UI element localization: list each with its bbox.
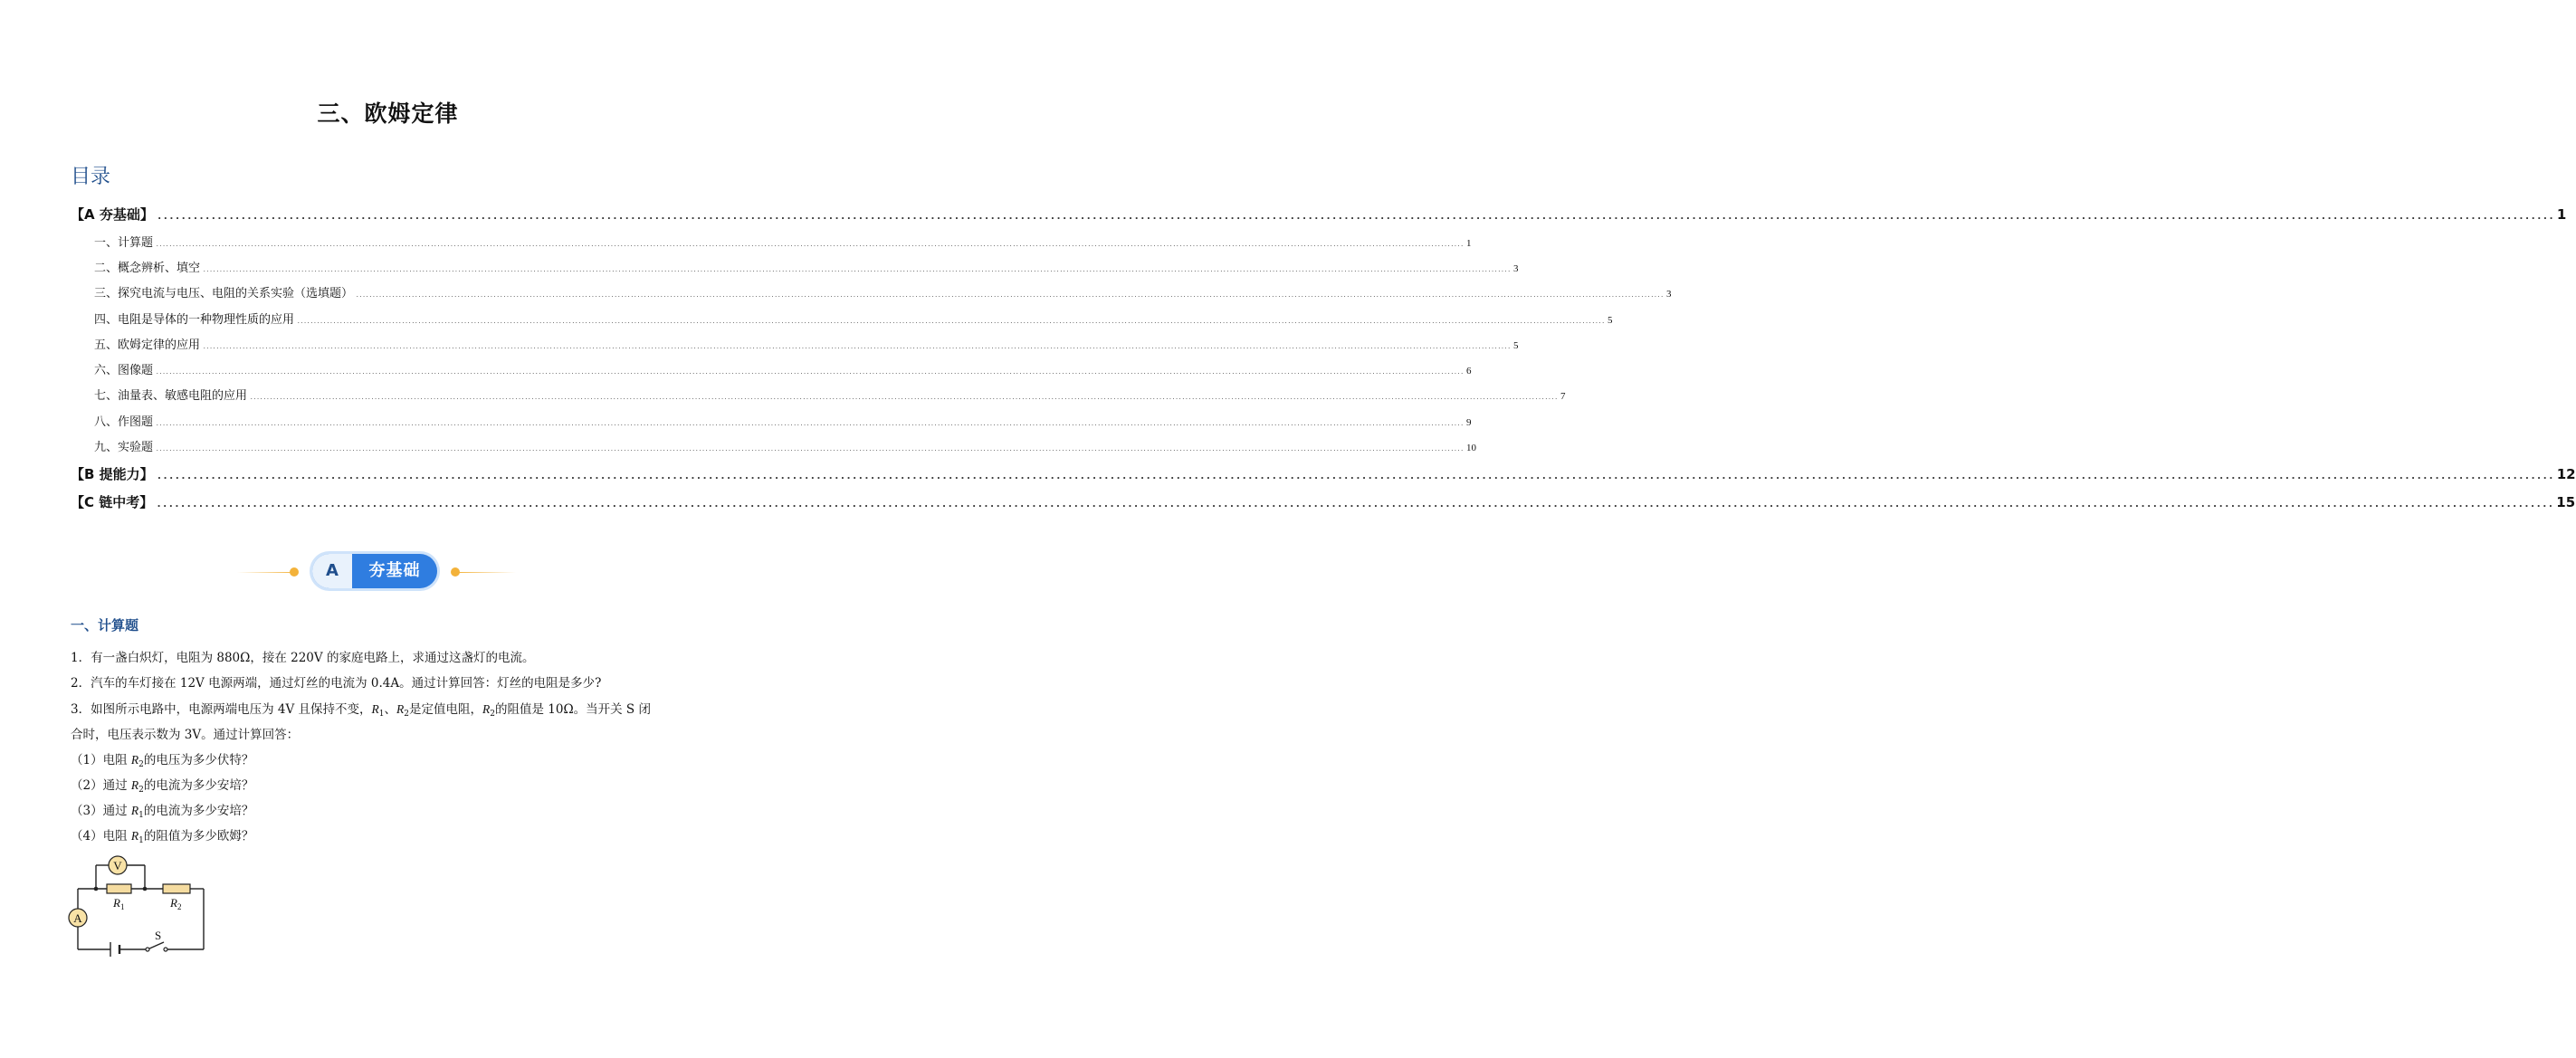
toc-heading: 目录 bbox=[71, 166, 111, 188]
toc-entry-page: 10 bbox=[1465, 443, 1476, 453]
switch-label: S bbox=[155, 929, 162, 942]
toc-entry[interactable] bbox=[94, 386, 1566, 403]
switch-contact bbox=[164, 948, 167, 951]
toc-entry-label: 九、实验题 bbox=[94, 441, 154, 454]
section-heading: 一、计算题 bbox=[71, 617, 139, 634]
switch-pivot bbox=[146, 948, 149, 951]
banner-letter: A bbox=[312, 554, 352, 588]
sub1-post: 的电压为多少伏特？ bbox=[143, 753, 254, 767]
toc-entry[interactable] bbox=[71, 464, 2576, 483]
q3-r2b-sub: 2 bbox=[490, 710, 495, 719]
toc-leader-dots: ................................................................................................................................................................................................................................................................................................................................................................................................................ bbox=[156, 470, 2554, 481]
toc-leader-dots: ................................................................................................................................................................................................................................................................................................................................................................................................................ bbox=[356, 292, 1664, 299]
q3-text-c: 的阻值是 10Ω。当开关 S 闭 bbox=[494, 702, 651, 717]
voltmeter-label: V bbox=[113, 859, 122, 872]
question-2: 2．汽车的车灯接在 12V 电源两端，通过灯丝的电流为 0.4A。通过计算回答：灯丝的电阻是多少? bbox=[71, 676, 602, 691]
q3-r2: R bbox=[396, 702, 405, 716]
ammeter-label: A bbox=[73, 911, 82, 925]
toc-entry[interactable] bbox=[94, 360, 1472, 377]
junction-right bbox=[143, 887, 148, 891]
toc-leader-dots: ................................................................................................................................................................................................................................................................................................................................................................................................................ bbox=[156, 498, 2554, 510]
banner-line-left bbox=[237, 572, 295, 573]
q3-sep: 、 bbox=[384, 702, 396, 717]
toc-entry-label: 五、欧姆定律的应用 bbox=[94, 338, 201, 352]
sub4-r: R bbox=[130, 829, 139, 843]
sub2-pre: （2）通过 bbox=[71, 778, 131, 793]
toc-leader-dots: ................................................................................................................................................................................................................................................................................................................................................................................................................ bbox=[203, 267, 1511, 273]
junction-left bbox=[94, 887, 99, 891]
toc-entry-page: 12 bbox=[2556, 466, 2576, 482]
resistor-r1 bbox=[107, 884, 131, 893]
resistor-r2 bbox=[163, 884, 190, 893]
toc-entry-page: 1 bbox=[1465, 238, 1472, 249]
toc-leader-dots: ................................................................................................................................................................................................................................................................................................................................................................................................................ bbox=[297, 319, 1605, 325]
q3-text-a: 3．如图所示电路中，电源两端电压为 4V 且保持不变， bbox=[71, 702, 372, 717]
toc-leader-dots: ................................................................................................................................................................................................................................................................................................................................................................................................................ bbox=[156, 210, 2554, 222]
toc-entry[interactable] bbox=[94, 233, 1472, 250]
toc-entry[interactable] bbox=[94, 310, 1613, 327]
section-banner bbox=[226, 550, 525, 594]
toc-entry-label: 七、油量表、敏感电阻的应用 bbox=[94, 389, 248, 403]
toc-entry[interactable] bbox=[94, 258, 1519, 275]
toc-entry[interactable] bbox=[94, 335, 1519, 352]
circuit-diagram bbox=[63, 849, 217, 962]
toc-entry-label: 四、电阻是导体的一种物理性质的应用 bbox=[94, 313, 295, 327]
sub3-sub: 1 bbox=[138, 811, 144, 820]
sub4-post: 的阻值为多少欧姆？ bbox=[143, 829, 254, 844]
toc-entry[interactable] bbox=[94, 437, 1476, 454]
sub3-r: R bbox=[130, 804, 139, 817]
toc-entry[interactable] bbox=[94, 283, 1672, 300]
toc-entry-page: 15 bbox=[2556, 494, 2576, 510]
sub1-r: R bbox=[130, 753, 139, 767]
toc-entry-label: 【A 夯基础】 bbox=[71, 206, 154, 223]
q3-r1: R bbox=[371, 702, 379, 716]
toc-leader-dots: ................................................................................................................................................................................................................................................................................................................................................................................................................ bbox=[250, 395, 1558, 401]
toc-entry-label: 【B 提能力】 bbox=[71, 466, 154, 482]
q3-r2-sub: 2 bbox=[404, 710, 409, 719]
toc-entry-page: 9 bbox=[1465, 417, 1472, 428]
sub3-pre: （3）通过 bbox=[71, 804, 131, 818]
toc-leader-dots: ................................................................................................................................................................................................................................................................................................................................................................................................................ bbox=[156, 242, 1464, 248]
toc-entry-page: 5 bbox=[1512, 340, 1519, 351]
sub1-sub: 2 bbox=[138, 760, 144, 769]
toc-entry-label: 八、作图题 bbox=[94, 415, 154, 429]
toc-entry-page: 3 bbox=[1512, 263, 1519, 274]
toc-leader-dots: ................................................................................................................................................................................................................................................................................................................................................................................................................ bbox=[156, 446, 1464, 453]
q3-r2b: R bbox=[482, 702, 491, 716]
banner-line-right bbox=[458, 572, 516, 573]
toc-leader-dots: ................................................................................................................................................................................................................................................................................................................................................................................................................ bbox=[156, 369, 1464, 376]
sub2-post: 的电流为多少安培？ bbox=[143, 778, 254, 793]
toc-entry-label: 一、计算题 bbox=[94, 236, 154, 250]
page-title: 三、欧姆定律 bbox=[317, 100, 459, 127]
sub2-sub: 2 bbox=[138, 786, 144, 795]
toc-entry-label: 六、图像题 bbox=[94, 364, 154, 377]
toc-entry[interactable] bbox=[71, 492, 2576, 511]
banner-pill bbox=[312, 554, 437, 588]
banner-dot-left bbox=[290, 567, 299, 577]
banner-text: 夯基础 bbox=[368, 561, 421, 580]
toc-leader-dots: ................................................................................................................................................................................................................................................................................................................................................................................................................ bbox=[203, 344, 1511, 350]
toc-entry[interactable] bbox=[71, 205, 2567, 224]
toc-entry-label: 【C 链中考】 bbox=[71, 494, 154, 510]
q3-text-b: 是定值电阻， bbox=[408, 702, 482, 717]
sub4-sub: 1 bbox=[138, 836, 144, 845]
r1-label: $R_1$ bbox=[113, 896, 125, 911]
switch-blade bbox=[148, 942, 164, 949]
q3-r1-sub: 1 bbox=[378, 710, 385, 719]
toc-entry[interactable] bbox=[94, 412, 1472, 429]
r2-label: $R_2$ bbox=[170, 896, 182, 911]
sub4-pre: （4）电阻 bbox=[71, 829, 131, 844]
sub3-post: 的电流为多少安培？ bbox=[143, 804, 254, 818]
sub2-r: R bbox=[130, 778, 139, 792]
sub1-pre: （1）电阻 bbox=[71, 753, 131, 767]
toc-entry-page: 7 bbox=[1560, 391, 1566, 402]
toc-entry-page: 6 bbox=[1465, 366, 1472, 376]
toc-leader-dots: ................................................................................................................................................................................................................................................................................................................................................................................................................ bbox=[156, 421, 1464, 427]
toc-entry-page: 1 bbox=[2556, 206, 2567, 223]
toc-entry-page: 3 bbox=[1665, 289, 1672, 300]
toc-entry-label: 二、概念辨析、填空 bbox=[94, 262, 201, 275]
toc-entry-label: 三、探究电流与电压、电阻的关系实验（选填题） bbox=[94, 287, 354, 300]
toc-entry-page: 5 bbox=[1607, 315, 1613, 326]
question-1: 1．有一盏白炽灯，电阻为 880Ω，接在 220V 的家庭电路上，求通过这盏灯的电流。 bbox=[71, 651, 535, 665]
question-3-cont: 合时，电压表示数为 3V。通过计算回答： bbox=[71, 728, 300, 742]
